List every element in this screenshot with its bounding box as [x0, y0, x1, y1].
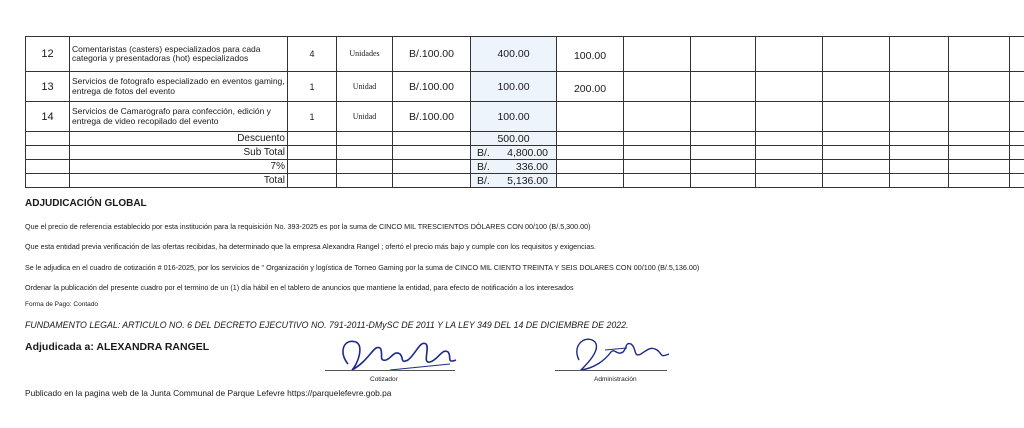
item-total: 100.00 — [471, 72, 557, 102]
item-total: 400.00 — [471, 37, 557, 72]
summary-amount — [471, 146, 557, 160]
administracion-label: Administración — [594, 376, 637, 383]
item-quantity: 1 — [288, 72, 337, 102]
table-row — [26, 37, 1024, 72]
item-unit-price: B/.100.00 — [393, 72, 471, 102]
item-unit-price: B/.100.00 — [393, 37, 471, 72]
item-vendor2-price: 200.00 — [557, 72, 624, 102]
legal-basis: FUNDAMENTO LEGAL: ARTICULO NO. 6 DEL DECRETO EJECUTIVO NO. 791-2011-DMySC DE 2011 Y LA LEY 349 DEL 14 DE DICIEMBRE DE 2022. — [25, 320, 629, 330]
quotation-table — [25, 36, 1024, 188]
summary-label: Total — [70, 174, 288, 188]
currency-symbol: B/. — [477, 174, 490, 187]
summary-amount — [471, 174, 557, 188]
summary-row — [26, 146, 1024, 160]
currency-symbol: B/. — [477, 146, 490, 159]
cotizador-label: Cotizador — [370, 376, 398, 383]
awarded-to: Adjudicada a: ALEXANDRA RANGEL — [25, 341, 210, 353]
cotizador-signature-line — [325, 370, 455, 371]
item-total: 100.00 — [471, 102, 557, 132]
published-notice: Publicado en la pagina web de la Junta Communal de Parque Lefevre https://parquelefevre.gob.pa — [25, 388, 392, 398]
item-number: 14 — [26, 102, 70, 132]
award-paragraph: Se le adjudica en el cuadro de cotización # 016-2025, por los servicios de " Organización y logística de Torneo Gaming por la suma de CINCO MIL CIENTO TREINTA Y SEIS DOLARES CON 00/100 (B/.5,136.00) — [25, 263, 700, 272]
summary-label: Descuento — [70, 132, 288, 146]
table-row — [26, 72, 1024, 102]
reference-price-paragraph: Que el precio de referencia establecido por esta institución para la requisición No. 393-2025 es por la suma de CINCO MIL TRESCIENTOS DÓLARES CON 00/100 (B/.5,300.00) — [25, 222, 591, 231]
summary-row — [26, 160, 1024, 174]
item-description: Servicios de Camarografo para confección, edición y entrega de video recopilado del evento — [70, 102, 288, 132]
amount-value: 336.00 — [515, 160, 548, 173]
payment-method: Forma de Pago: Contado — [25, 301, 98, 308]
item-unit: Unidad — [337, 102, 393, 132]
item-unit-price: B/.100.00 — [393, 102, 471, 132]
item-number: 12 — [26, 37, 70, 72]
summary-row — [26, 174, 1024, 188]
currency-symbol: B/. — [477, 160, 490, 173]
amount-value: 5,136.00 — [507, 174, 548, 187]
table-row — [26, 102, 1024, 132]
item-description: Comentaristas (casters) especializados para cada categoria y presentadoras (hot) especializados — [70, 37, 288, 72]
item-quantity: 4 — [288, 37, 337, 72]
item-quantity: 1 — [288, 102, 337, 132]
item-description: Servicios de fotografo especializado en eventos gaming, entrega de fotos del evento — [70, 72, 288, 102]
item-vendor2-price: 100.00 — [557, 37, 624, 72]
item-number: 13 — [26, 72, 70, 102]
item-unit: Unidades — [337, 37, 393, 72]
administracion-signature — [565, 330, 685, 380]
summary-label: Sub Total — [70, 146, 288, 160]
summary-amount — [471, 160, 557, 174]
item-unit: Unidad — [337, 72, 393, 102]
publication-paragraph: Ordenar la publicación del presente cuadro por el termino de un (1) día hábil en el tablero de anuncios que mantiene la entidad, para efecto de notificación a los interesados — [25, 283, 574, 292]
verification-paragraph: Que esta entidad previa verificación de las ofertas recibidas, ha determinado que la empresa Alexandra Rangel ; ofertó el precio más bajo y cumple con los requisitos y exigencias. — [25, 242, 596, 251]
summary-amount: 500.00 — [471, 132, 557, 146]
amount-value: 4,800.00 — [507, 146, 548, 159]
section-heading: ADJUDICACIÓN GLOBAL — [25, 198, 147, 209]
summary-label: 7% — [70, 160, 288, 174]
summary-row — [26, 132, 1024, 146]
item-vendor2-price — [557, 102, 624, 132]
administracion-signature-line — [555, 370, 667, 371]
